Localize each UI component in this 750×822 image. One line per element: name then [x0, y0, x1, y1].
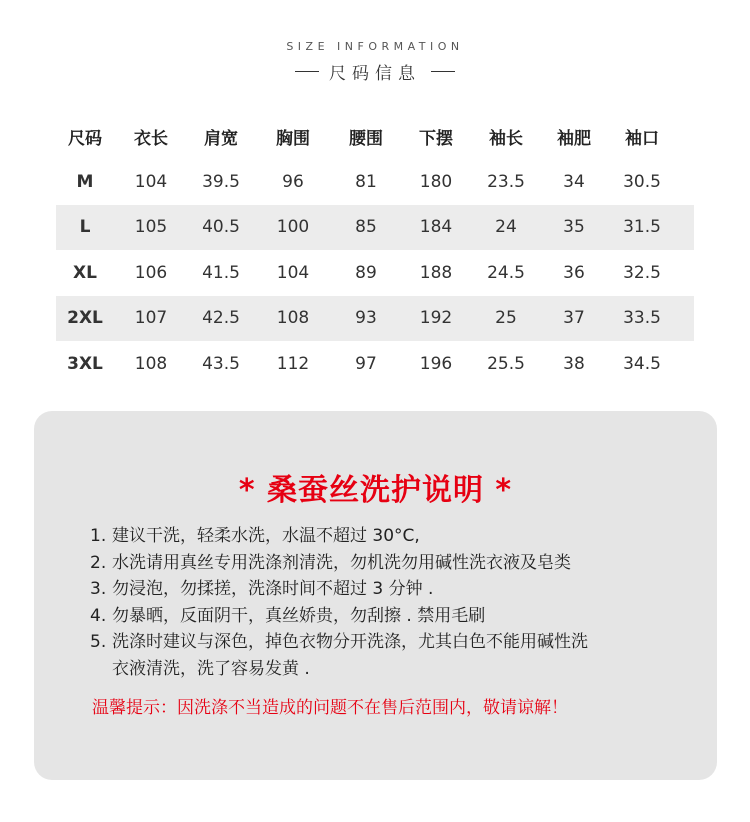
table-cell: 23.5 [487, 171, 525, 192]
header-cell: 尺码 [68, 128, 102, 149]
table-header-row [56, 113, 694, 159]
table-cell: 37 [563, 308, 585, 329]
table-cell: 97 [355, 353, 377, 374]
table-cell: 108 [276, 308, 310, 329]
item-text: 建议干洗，轻柔水洗，水温不超过 30°C, [112, 526, 420, 546]
table-cell: 34.5 [623, 353, 661, 374]
table-cell: 40.5 [202, 217, 240, 238]
list-item [90, 550, 680, 577]
size-table [56, 113, 694, 387]
item-text: 勿浸泡，勿揉搓，洗涤时间不超过 3 分钟 . [112, 579, 434, 599]
header-cell: 腰围 [349, 128, 383, 149]
item-number: 5. [90, 632, 107, 652]
header-chinese: 尺码信息 [329, 64, 421, 84]
table-cell: 85 [355, 217, 377, 238]
table-cell: 184 [419, 217, 453, 238]
care-instructions-panel [34, 411, 717, 780]
item-number: 3. [90, 579, 107, 599]
table-cell: 32.5 [623, 262, 661, 283]
item-number: 4. [90, 605, 107, 626]
table-cell: 34 [563, 171, 585, 192]
header-cell: 衣长 [134, 128, 168, 149]
header-cell: 下摆 [419, 128, 453, 149]
header-cell: 肩宽 [204, 128, 238, 149]
table-cell: 42.5 [202, 308, 240, 329]
list-item [90, 603, 680, 630]
table-cell: 36 [563, 262, 585, 283]
table-cell: 106 [134, 262, 168, 283]
header-right-dash [431, 71, 455, 72]
table-cell: 24 [495, 217, 517, 238]
header-cell: 袖长 [489, 128, 523, 149]
table-cell: 39.5 [202, 171, 240, 192]
table-cell: 31.5 [623, 217, 661, 238]
table-cell: 89 [355, 262, 377, 283]
care-list [90, 523, 680, 682]
header-chinese-wrap [0, 59, 750, 84]
list-item [90, 576, 680, 603]
table-cell: 30.5 [623, 171, 661, 192]
size-cell: XL [73, 262, 97, 283]
table-cell: 25.5 [487, 353, 525, 374]
size-info-header [0, 40, 750, 84]
table-cell: 196 [419, 353, 453, 374]
size-cell: M [76, 171, 94, 192]
header-cell: 袖口 [625, 128, 659, 149]
table-cell: 41.5 [202, 262, 240, 283]
table-cell: 33.5 [623, 308, 661, 329]
table-cell: 104 [276, 262, 310, 283]
table-cell: 100 [276, 217, 310, 238]
header-english: SIZE INFORMATION [286, 40, 464, 53]
item-text-continued: 衣液清洗，洗了容易发黄 . [112, 658, 310, 679]
warm-tip: 温馨提示：因洗涤不当造成的问题不在售后范围内，敬请谅解！ [92, 698, 568, 718]
table-cell: 180 [419, 171, 453, 192]
table-cell: 35 [563, 217, 585, 238]
table-row [56, 341, 694, 387]
header-left-dash [295, 71, 319, 72]
table-cell: 188 [419, 262, 453, 283]
table-cell: 43.5 [202, 353, 240, 374]
table-row [56, 159, 694, 205]
table-cell: 24.5 [487, 262, 525, 283]
size-cell: L [79, 217, 91, 238]
table-cell: 112 [276, 353, 310, 374]
table-cell: 25 [495, 308, 517, 329]
table-cell: 192 [419, 308, 453, 329]
size-cell: 2XL [67, 308, 103, 329]
item-text: 洗涤时建议与深色，掉色衣物分开洗涤，尤其白色不能用碱性洗 [112, 632, 588, 652]
list-item [90, 523, 680, 550]
care-title: * 桑蚕丝洗护说明 * [238, 473, 513, 508]
table-cell: 107 [134, 308, 168, 329]
header-cell: 胸围 [276, 128, 310, 149]
table-row [56, 250, 694, 296]
table-cell: 81 [355, 171, 377, 192]
table-cell: 38 [563, 353, 585, 374]
item-text: 水洗请用真丝专用洗涤剂清洗，勿机洗勿用碱性洗衣液及皂类 [112, 552, 571, 573]
header-cell: 袖肥 [557, 128, 591, 149]
table-cell: 104 [134, 171, 168, 192]
table-cell: 105 [134, 217, 168, 238]
table-cell: 96 [282, 171, 304, 192]
table-cell: 93 [355, 308, 377, 329]
size-cell: 3XL [67, 353, 103, 374]
list-item [90, 629, 680, 682]
table-row [56, 296, 694, 342]
item-number: 1. [90, 526, 107, 546]
item-number: 2. [90, 552, 107, 573]
table-row [56, 205, 694, 251]
table-cell: 108 [134, 353, 168, 374]
item-text: 勿暴晒，反面阴干，真丝娇贵，勿刮擦 . 禁用毛刷 [112, 605, 486, 626]
